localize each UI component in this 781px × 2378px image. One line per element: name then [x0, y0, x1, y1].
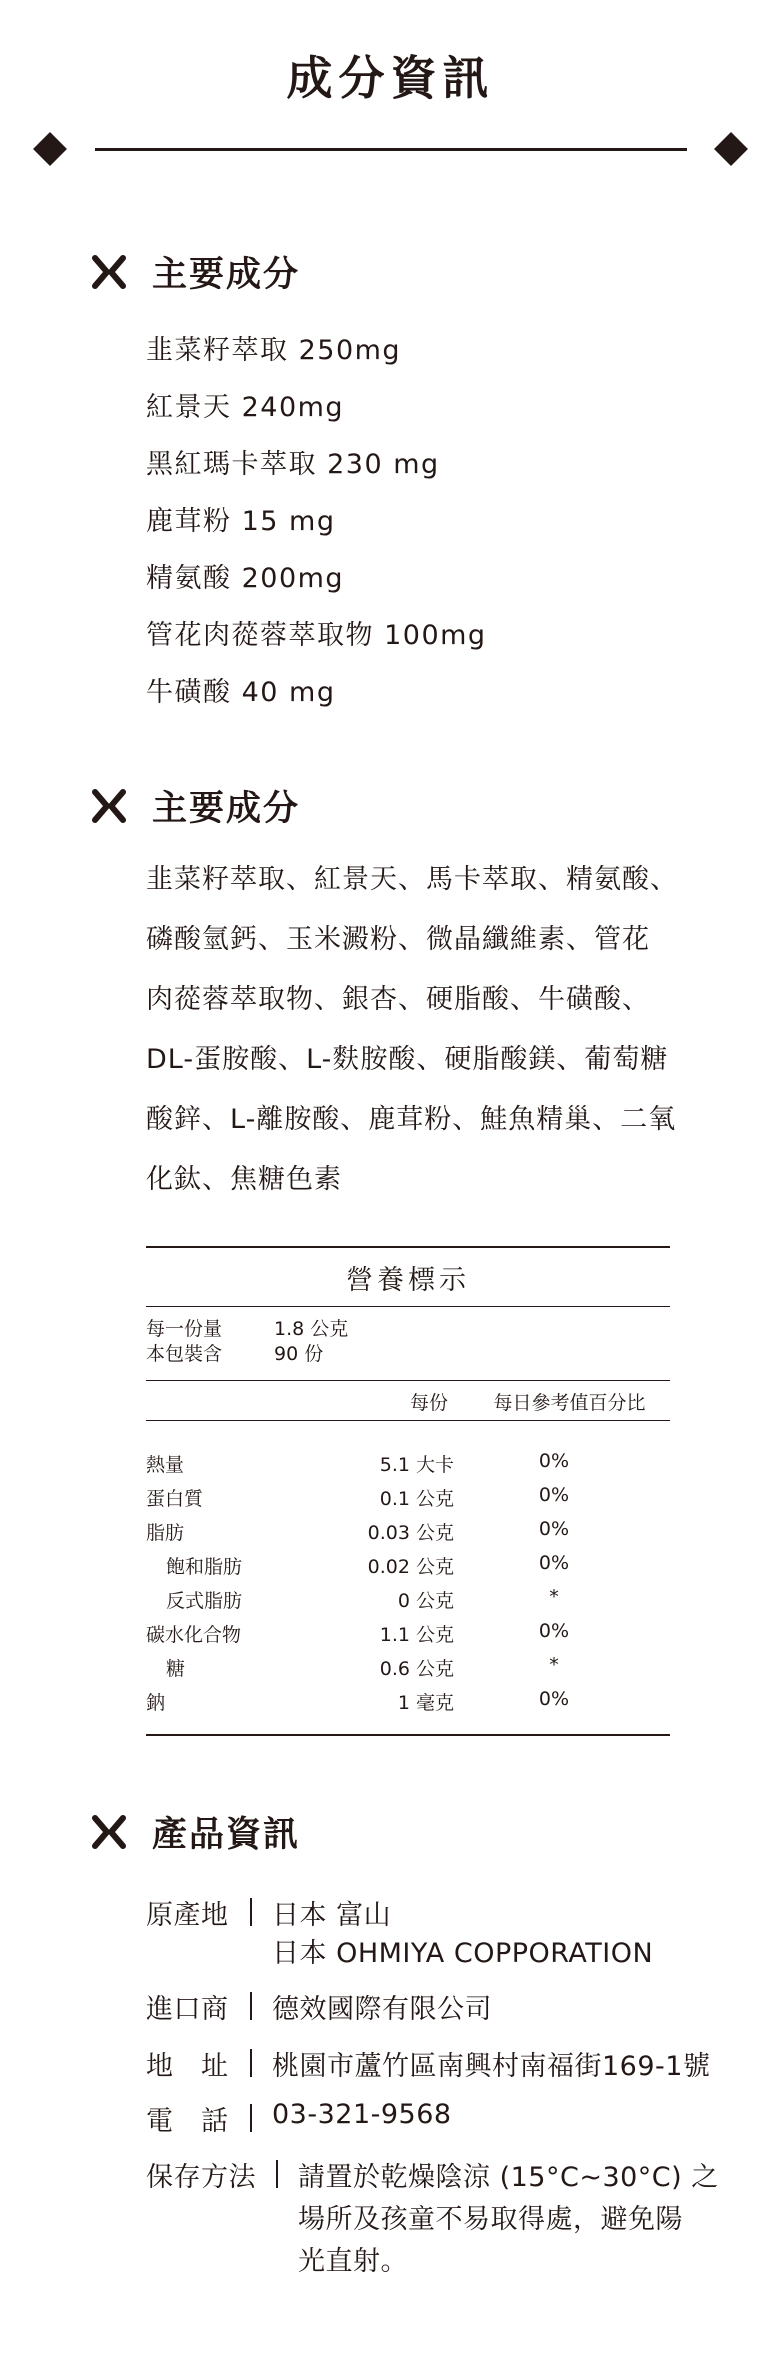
text-line: 韭菜籽萃取、紅景天、馬卡萃取、精氨酸、	[146, 864, 678, 895]
section-heading-text: 主要成分	[152, 255, 301, 295]
nutrient-amount: 0.03 公克	[367, 1522, 454, 1544]
separator	[250, 1898, 252, 1926]
nutrient-name: 碳水化合物	[146, 1624, 242, 1646]
nutrient-amount: 5.1 大卡	[379, 1454, 454, 1476]
section-heading-text: 產品資訊	[152, 1815, 301, 1855]
storage-value-line2: 場所及孩童不易取得處，避免陽	[298, 2204, 683, 2235]
text-line: 肉蓯蓉萃取物、銀杏、硬脂酸、牛磺酸、	[146, 984, 650, 1015]
separator	[250, 2049, 252, 2077]
nutrient-name: 糖	[166, 1658, 186, 1680]
section-heading-text: 主要成分	[152, 789, 301, 829]
text-line: DL-蛋胺酸、L-麩胺酸、硬脂酸鎂、葡萄糖	[146, 1044, 669, 1075]
nutrient-percent: 0%	[538, 1518, 570, 1540]
nutrient-percent: *	[549, 1586, 559, 1608]
nutrient-percent: *	[549, 1654, 559, 1676]
nutrient-amount: 1 毫克	[397, 1692, 454, 1714]
text-line: 化鈦、焦糖色素	[146, 1164, 342, 1195]
text-line: 酸鋅、L-離胺酸、鹿茸粉、鮭魚精巢、二氧	[146, 1104, 677, 1135]
nutrient-amount: 0.6 公克	[379, 1658, 454, 1680]
storage-label: 保存方法	[146, 2162, 256, 2193]
nutrient-percent: 0%	[538, 1450, 570, 1472]
address-label: 地 址	[146, 2051, 229, 2082]
nutrient-name: 鈉	[146, 1692, 166, 1714]
separator	[250, 2104, 252, 2132]
nutrient-amount: 1.1 公克	[379, 1624, 454, 1646]
nutrient-percent: 0%	[538, 1620, 570, 1642]
list-item: 黑紅瑪卡萃取 230 mg	[146, 449, 440, 480]
text-line: 磷酸氫鈣、玉米澱粉、微晶纖維素、管花	[146, 924, 650, 955]
list-item: 管花肉蓯蓉萃取物 100mg	[146, 620, 487, 651]
list-item: 韭菜籽萃取 250mg	[146, 335, 402, 366]
servings-value: 90 份	[274, 1343, 324, 1365]
phone-value: 03-321-9568	[272, 2099, 452, 2130]
column-header-per-serving: 每份	[409, 1392, 448, 1414]
phone-label: 電 話	[146, 2106, 229, 2137]
serving-size-value: 1.8 公克	[274, 1318, 349, 1340]
importer-value: 德效國際有限公司	[272, 1994, 492, 2025]
address-value: 桃園市蘆竹區南興村南福街169-1號	[272, 2051, 711, 2082]
origin-label: 原產地	[146, 1900, 229, 1931]
list-item: 鹿茸粉 15 mg	[146, 506, 336, 537]
nutrient-amount: 0.1 公克	[379, 1488, 454, 1510]
separator	[276, 2160, 278, 2188]
nutrition-title: 營養標示	[346, 1265, 470, 1296]
nutrient-amount: 0.02 公克	[367, 1556, 454, 1578]
importer-label: 進口商	[146, 1994, 229, 2025]
nutrient-name: 反式脂肪	[166, 1590, 243, 1612]
list-item: 精氨酸 200mg	[146, 563, 345, 594]
nutrient-name: 脂肪	[146, 1522, 185, 1544]
list-item: 牛磺酸 40 mg	[146, 677, 336, 708]
nutrient-percent: 0%	[538, 1484, 570, 1506]
list-item: 紅景天 240mg	[146, 392, 345, 423]
storage-value-line3: 光直射。	[298, 2246, 408, 2277]
origin-value-line1: 日本 富山	[272, 1900, 392, 1931]
origin-value-line2: 日本 OHMIYA COPPORATION	[272, 1938, 654, 1969]
nutrient-name: 飽和脂肪	[166, 1556, 243, 1578]
nutrient-percent: 0%	[538, 1552, 570, 1574]
nutrient-name: 熱量	[146, 1454, 185, 1476]
serving-size-label: 每一份量	[146, 1318, 223, 1340]
storage-value-line1: 請置於乾燥陰涼 (15°C~30°C) 之	[298, 2162, 719, 2193]
page-title: 成分資訊	[286, 51, 495, 105]
nutrient-percent: 0%	[538, 1688, 570, 1710]
nutrient-amount: 0 公克	[397, 1590, 454, 1612]
separator	[250, 1992, 252, 2020]
servings-label: 本包裝含	[146, 1343, 223, 1365]
column-header-daily-value: 每日參考值百分比	[493, 1392, 646, 1414]
nutrient-name: 蛋白質	[146, 1488, 204, 1510]
